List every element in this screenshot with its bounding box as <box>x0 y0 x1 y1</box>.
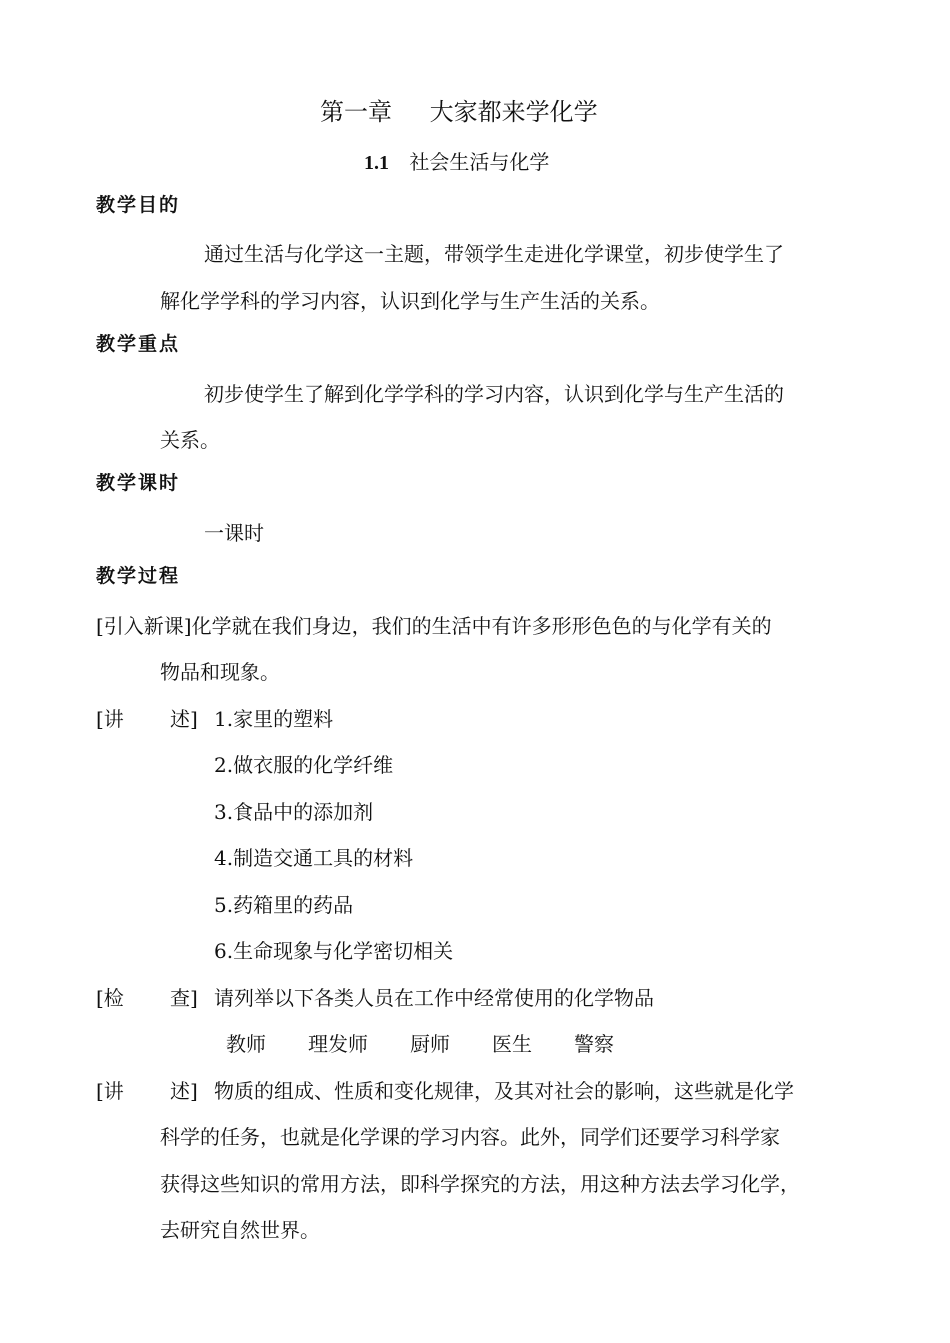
intro-label: [引入新课] <box>96 614 192 638</box>
section-heading <box>364 148 549 177</box>
check-label-left: [检 <box>96 986 124 1010</box>
narrate2-line-1: 物质的组成、性质和变化规律，及其对社会的影响，这些就是化学 <box>214 1079 794 1103</box>
hours-heading: 教学课时 <box>96 472 181 494</box>
key-points-line-1: 初步使学生了解到化学学科的学习内容，认识到化学与生产生活的 <box>204 382 784 406</box>
chapter-heading <box>320 96 598 128</box>
check-text: 请列举以下各类人员在工作中经常使用的化学物品 <box>214 986 654 1010</box>
narrate1-item: 3.食品中的添加剂 <box>214 800 374 824</box>
objectives-line-2: 解化学学科的学习内容，认识到化学与生产生活的关系。 <box>160 289 660 313</box>
narrate1-item: 1.家里的塑料 <box>214 707 334 731</box>
objectives-heading: 教学目的 <box>96 194 181 216</box>
narrate1-item: 2.做衣服的化学纤维 <box>214 753 394 777</box>
section-number: 1.1 <box>364 152 389 174</box>
intro-line-2: 物品和现象。 <box>160 660 280 684</box>
narrate2-label-right: 述] <box>170 1079 198 1103</box>
intro-line-1 <box>96 612 772 640</box>
narrate1-label-right: 述] <box>170 707 198 731</box>
narrate2-label-left: [讲 <box>96 1079 124 1103</box>
narrate2-line-4: 去研究自然世界。 <box>160 1218 320 1242</box>
hours-value: 一课时 <box>204 521 264 545</box>
intro-text-1: 化学就在我们身边，我们的生活中有许多形形色色的与化学有关的 <box>191 614 772 638</box>
objectives-line-1: 通过生活与化学这一主题，带领学生走进化学课堂，初步使学生了 <box>204 242 784 266</box>
section-title: 社会生活与化学 <box>409 150 550 174</box>
key-points-line-2: 关系。 <box>160 428 220 452</box>
chapter-number: 第一章 <box>320 98 392 126</box>
profession: 医生 <box>492 1032 532 1056</box>
profession: 理发师 <box>308 1032 368 1056</box>
process-heading: 教学过程 <box>96 565 181 587</box>
professions-row <box>226 1030 614 1058</box>
profession: 警察 <box>574 1032 614 1056</box>
narrate2-line-2: 科学的任务，也就是化学课的学习内容。此外，同学们还要学习科学家 <box>160 1125 780 1149</box>
narrate2-line-3: 获得这些知识的常用方法，即科学探究的方法，用这种方法去学习化学， <box>160 1172 800 1196</box>
narrate1-item: 5.药箱里的药品 <box>214 893 354 917</box>
profession: 教师 <box>226 1032 266 1056</box>
narrate1-item: 4.制造交通工具的材料 <box>214 846 414 870</box>
check-label-right: 查] <box>170 986 198 1010</box>
chapter-title: 大家都来学化学 <box>429 98 598 126</box>
profession: 厨师 <box>410 1032 450 1056</box>
narrate1-label-left: [讲 <box>96 707 124 731</box>
narrate1-item: 6.生命现象与化学密切相关 <box>214 939 454 963</box>
key-points-heading: 教学重点 <box>96 333 181 355</box>
